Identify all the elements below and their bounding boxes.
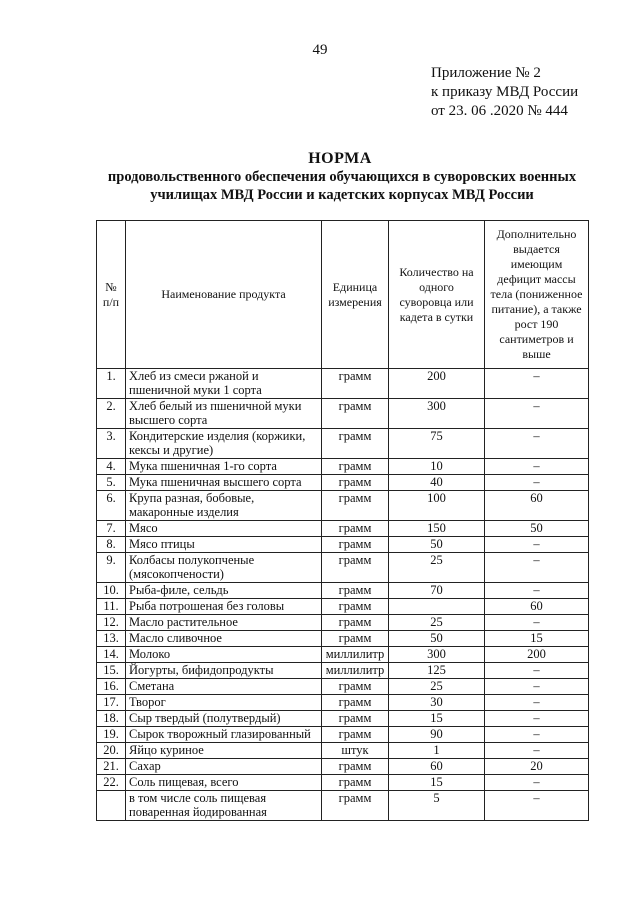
row-name: Йогурты, бифидопродукты — [126, 663, 322, 679]
row-num: 15. — [97, 663, 126, 679]
row-name: Рыба потрошеная без головы — [126, 599, 322, 615]
row-extra: – — [485, 399, 589, 429]
table-row — [97, 399, 589, 429]
table-row — [97, 537, 589, 553]
row-extra: – — [485, 679, 589, 695]
row-unit: штук — [322, 743, 389, 759]
row-qty: 200 — [389, 369, 485, 399]
row-qty: 300 — [389, 399, 485, 429]
row-unit: грамм — [322, 599, 389, 615]
row-extra: – — [485, 791, 589, 821]
row-name: Масло растительное — [126, 615, 322, 631]
row-name: Мясо птицы — [126, 537, 322, 553]
row-num: 22. — [97, 775, 126, 791]
row-unit: грамм — [322, 537, 389, 553]
row-num: 14. — [97, 647, 126, 663]
row-num: 5. — [97, 475, 126, 491]
document-subtitle: продовольственного обеспечения обучающихся в суворовских военных училищах МВД России и кадетских корпусах МВД России — [107, 169, 577, 203]
row-extra: – — [485, 615, 589, 631]
row-qty: 5 — [389, 791, 485, 821]
row-qty: 150 — [389, 521, 485, 537]
appendix-line-1: Приложение № 2 — [431, 65, 541, 81]
row-qty: 50 — [389, 631, 485, 647]
row-name: Сырок творожный глазированный — [126, 727, 322, 743]
row-extra: – — [485, 775, 589, 791]
table-row — [97, 491, 589, 521]
table-row — [97, 429, 589, 459]
row-extra: – — [485, 711, 589, 727]
row-extra: – — [485, 429, 589, 459]
header-qty: Количество на одного суворовца или кадета в сутки — [389, 221, 485, 369]
row-extra: – — [485, 459, 589, 475]
row-unit: грамм — [322, 791, 389, 821]
row-unit: грамм — [322, 615, 389, 631]
row-unit: грамм — [322, 429, 389, 459]
row-num: 7. — [97, 521, 126, 537]
row-name: Рыба-филе, сельдь — [126, 583, 322, 599]
row-name: в том числе соль пищевая поваренная йодированная — [126, 791, 322, 821]
row-extra: – — [485, 663, 589, 679]
table-row — [97, 553, 589, 583]
row-unit: грамм — [322, 399, 389, 429]
row-name: Соль пищевая, всего — [126, 775, 322, 791]
row-unit: грамм — [322, 491, 389, 521]
row-extra: 15 — [485, 631, 589, 647]
appendix-reference — [431, 64, 578, 121]
row-qty: 15 — [389, 711, 485, 727]
row-extra: – — [485, 743, 589, 759]
row-unit: грамм — [322, 695, 389, 711]
row-num: 16. — [97, 679, 126, 695]
row-num: 18. — [97, 711, 126, 727]
row-name: Масло сливочное — [126, 631, 322, 647]
row-qty: 15 — [389, 775, 485, 791]
table-row — [97, 521, 589, 537]
row-num: 4. — [97, 459, 126, 475]
row-num: 3. — [97, 429, 126, 459]
table-header-row — [97, 221, 589, 369]
row-num: 17. — [97, 695, 126, 711]
row-unit: грамм — [322, 727, 389, 743]
row-unit: грамм — [322, 631, 389, 647]
row-qty: 100 — [389, 491, 485, 521]
header-name: Наименование продукта — [126, 221, 322, 369]
table-row — [97, 631, 589, 647]
row-num: 6. — [97, 491, 126, 521]
table-row — [97, 599, 589, 615]
row-num: 9. — [97, 553, 126, 583]
row-unit: миллилитр — [322, 647, 389, 663]
appendix-line-3: от 23. 06 .2020 № 444 — [431, 103, 568, 119]
row-num: 21. — [97, 759, 126, 775]
table-row — [97, 727, 589, 743]
table-row — [97, 583, 589, 599]
norm-table — [96, 220, 589, 821]
row-extra: – — [485, 537, 589, 553]
row-extra: – — [485, 695, 589, 711]
row-qty: 25 — [389, 679, 485, 695]
row-num: 10. — [97, 583, 126, 599]
row-unit: грамм — [322, 459, 389, 475]
table-row — [97, 695, 589, 711]
row-name: Сыр твердый (полутвердый) — [126, 711, 322, 727]
row-qty: 30 — [389, 695, 485, 711]
table-row — [97, 791, 589, 821]
row-name: Творог — [126, 695, 322, 711]
row-qty — [389, 599, 485, 615]
row-unit: грамм — [322, 711, 389, 727]
row-qty: 300 — [389, 647, 485, 663]
row-qty: 75 — [389, 429, 485, 459]
row-qty: 1 — [389, 743, 485, 759]
table-row — [97, 711, 589, 727]
row-name: Сметана — [126, 679, 322, 695]
row-unit: грамм — [322, 583, 389, 599]
row-extra: – — [485, 369, 589, 399]
row-unit: грамм — [322, 521, 389, 537]
row-qty: 70 — [389, 583, 485, 599]
document-title: НОРМА — [308, 150, 372, 167]
table-row — [97, 743, 589, 759]
table-row — [97, 369, 589, 399]
row-qty: 25 — [389, 553, 485, 583]
row-num: 19. — [97, 727, 126, 743]
row-num: 2. — [97, 399, 126, 429]
row-qty: 90 — [389, 727, 485, 743]
table-row — [97, 459, 589, 475]
table-row — [97, 679, 589, 695]
row-qty: 60 — [389, 759, 485, 775]
row-unit: грамм — [322, 475, 389, 491]
row-name: Колбасы полукопченые (мясокопчености) — [126, 553, 322, 583]
row-num: 8. — [97, 537, 126, 553]
header-unit: Единица измерения — [322, 221, 389, 369]
table-row — [97, 475, 589, 491]
row-extra: 200 — [485, 647, 589, 663]
row-extra: 50 — [485, 521, 589, 537]
page-number: 49 — [312, 42, 328, 58]
table-row — [97, 663, 589, 679]
row-qty: 50 — [389, 537, 485, 553]
row-qty: 125 — [389, 663, 485, 679]
row-name: Сахар — [126, 759, 322, 775]
row-unit: грамм — [322, 775, 389, 791]
row-name: Мясо — [126, 521, 322, 537]
row-num: 12. — [97, 615, 126, 631]
row-unit: грамм — [322, 369, 389, 399]
row-extra: – — [485, 583, 589, 599]
row-unit: грамм — [322, 759, 389, 775]
row-extra: 60 — [485, 491, 589, 521]
row-name: Молоко — [126, 647, 322, 663]
row-unit: миллилитр — [322, 663, 389, 679]
table-body — [97, 369, 589, 821]
row-unit: грамм — [322, 553, 389, 583]
header-extra: Дополнительно выдается имеющим дефицит массы тела (пониженное питание), а также рост 190 сантиметров и выше — [485, 221, 589, 369]
row-num: 13. — [97, 631, 126, 647]
table-row — [97, 759, 589, 775]
row-unit: грамм — [322, 679, 389, 695]
table-row — [97, 775, 589, 791]
appendix-line-2: к приказу МВД России — [431, 84, 579, 100]
row-name: Крупа разная, бобовые, макаронные изделия — [126, 491, 322, 521]
row-num: 11. — [97, 599, 126, 615]
row-qty: 25 — [389, 615, 485, 631]
row-extra: – — [485, 727, 589, 743]
row-name: Хлеб белый из пшеничной муки высшего сорта — [126, 399, 322, 429]
row-name: Яйцо куриное — [126, 743, 322, 759]
row-num — [97, 791, 126, 821]
row-qty: 10 — [389, 459, 485, 475]
row-name: Мука пшеничная высшего сорта — [126, 475, 322, 491]
row-num: 1. — [97, 369, 126, 399]
table-row — [97, 615, 589, 631]
row-name: Мука пшеничная 1-го сорта — [126, 459, 322, 475]
row-num: 20. — [97, 743, 126, 759]
row-name: Кондитерские изделия (коржики, кексы и другие) — [126, 429, 322, 459]
row-extra: 60 — [485, 599, 589, 615]
row-extra: – — [485, 553, 589, 583]
row-name: Хлеб из смеси ржаной и пшеничной муки 1 сорта — [126, 369, 322, 399]
row-extra: – — [485, 475, 589, 491]
table-row — [97, 647, 589, 663]
header-num: № п/п — [97, 221, 126, 369]
row-qty: 40 — [389, 475, 485, 491]
row-extra: 20 — [485, 759, 589, 775]
